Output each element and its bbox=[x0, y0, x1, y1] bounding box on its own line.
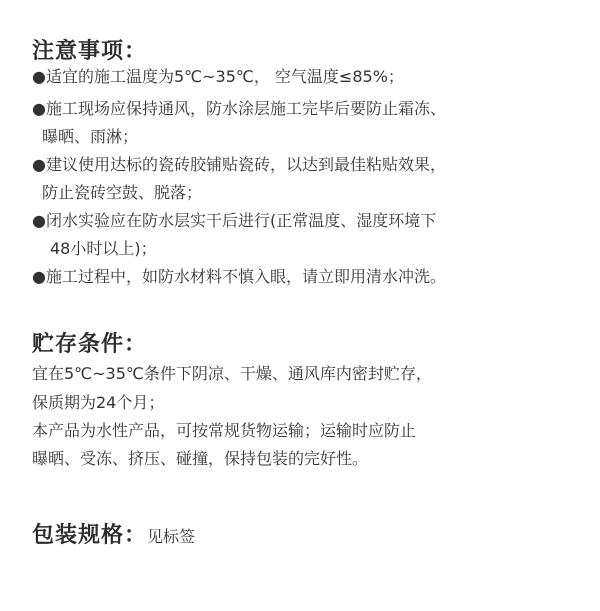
precaution-line-6: ●闭水实验应在防水层实干后进行(正常温度、湿度环境下 bbox=[32, 211, 437, 230]
storage-line-2: 保质期为24个月； bbox=[32, 393, 165, 412]
precaution-line-7: 48小时以上)； bbox=[50, 239, 157, 258]
storage-line-4: 曝晒、受冻、挤压、碰撞，保持包装的完好性。 bbox=[32, 449, 369, 468]
storage-line-1: 宜在5℃~35℃条件下阴凉、干燥、通风库内密封贮存， bbox=[32, 364, 432, 383]
precaution-line-2: ●施工现场应保持通风，防水涂层施工完毕后要防止霜冻、 bbox=[32, 99, 446, 118]
storage-heading: 贮存条件： bbox=[32, 332, 148, 357]
storage-line-3: 本产品为水性产品，可按常规货物运输；运输时应防止 bbox=[32, 421, 417, 440]
precaution-line-3: 曝晒、雨淋； bbox=[42, 127, 139, 146]
packing-value: 见标签 bbox=[147, 527, 196, 546]
packing-heading bbox=[32, 518, 195, 549]
precaution-line-4: ●建议使用达标的瓷砖胶铺贴瓷砖，以达到最佳粘贴效果， bbox=[32, 155, 446, 174]
precaution-line-5: 防止瓷砖空鼓、脱落； bbox=[42, 183, 203, 202]
precaution-line-1: ●适宜的施工温度为5℃~35℃， 空气温度≤85%； bbox=[32, 67, 404, 86]
precautions-heading: 注意事项： bbox=[32, 39, 148, 64]
precaution-line-8: ●施工过程中，如防水材料不慎入眼，请立即用清水冲洗。 bbox=[32, 267, 446, 286]
packing-heading-label: 包装规格： bbox=[32, 523, 148, 548]
